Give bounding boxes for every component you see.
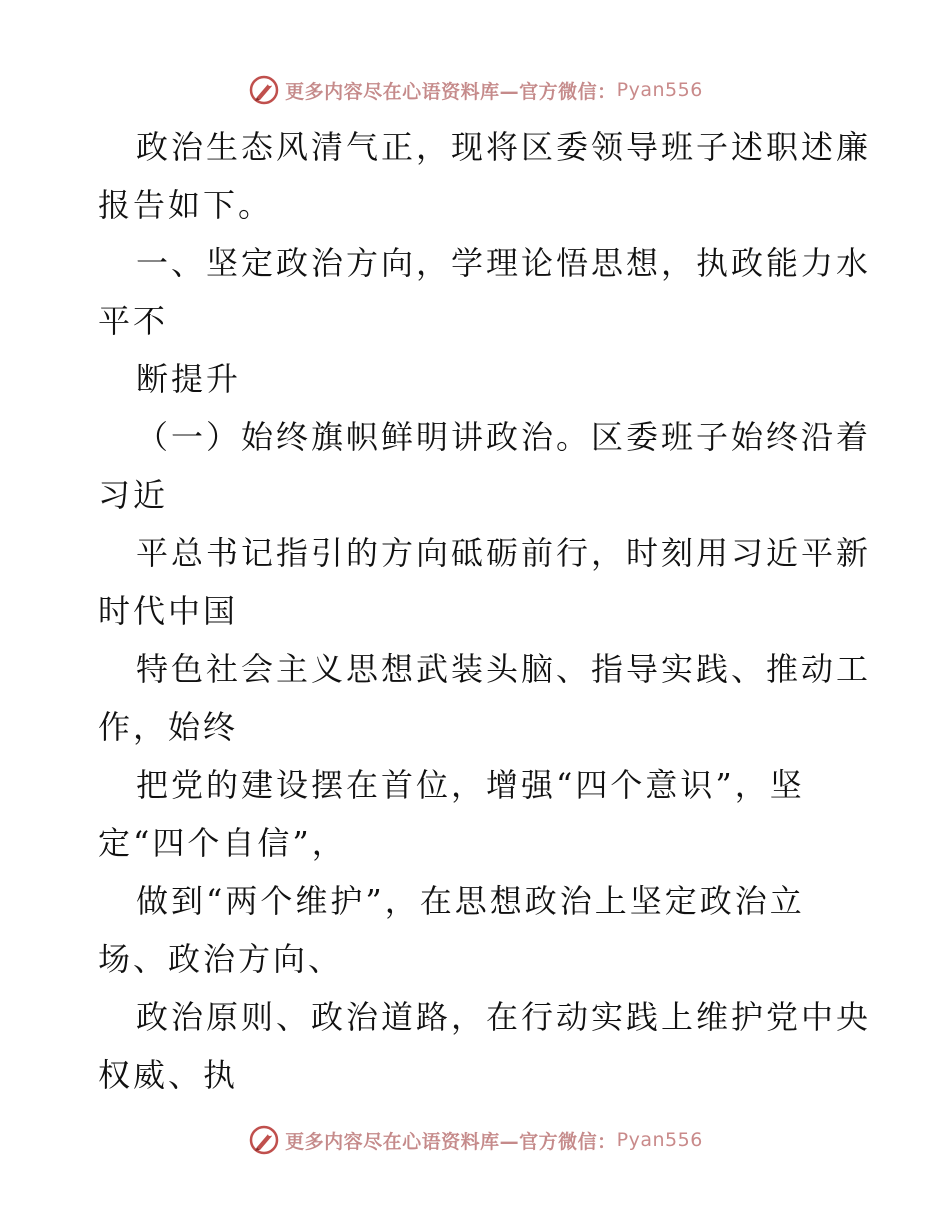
text-line: 政治原则、政治道路，在行动实践上维护党中央 [136,998,872,1036]
text-line: 定“四个自信”， [98,824,347,862]
text-line: 政治生态风清气正，现将区委领导班子述职述廉 [136,128,872,166]
watermark-text: 更多内容尽在心语资料库—官方微信： [285,80,617,103]
text-line: 平不 [98,302,169,340]
text-line: 场、政治方向、 [98,940,344,978]
watermark-wechat-id: Pyan556 [616,79,703,101]
text-line: 平总书记指引的方向砥砺前行，时刻用习近平新 [136,534,872,572]
text-line: 断提升 [136,360,242,398]
text-line: 作，始终 [98,708,239,746]
text-line: 时代中国 [98,592,239,630]
pen-logo-icon [247,1123,281,1157]
subsection-heading: （一）始终旗帜鲜明讲政治。区委班子始终沿着 [136,418,872,456]
text-line: 做到“两个维护”，在思想政治上坚定政治立 [136,882,805,920]
watermark-wechat-id: Pyan556 [616,1129,703,1151]
text-line: 把党的建设摆在首位，增强“四个意识”，坚 [136,766,805,804]
footer-watermark [0,1120,950,1160]
document-body [98,118,872,1104]
header-watermark [0,70,950,110]
text-line: 权威、执 [98,1056,239,1094]
pen-logo-icon [247,73,281,107]
section-heading: 一、坚定政治方向，学理论悟思想，执政能力水 [136,244,872,282]
text-line: 报告如下。 [98,186,274,224]
text-line: 特色社会主义思想武装头脑、指导实践、推动工 [136,650,872,688]
text-line: 习近 [98,476,169,514]
watermark-text: 更多内容尽在心语资料库—官方微信： [285,1130,617,1153]
